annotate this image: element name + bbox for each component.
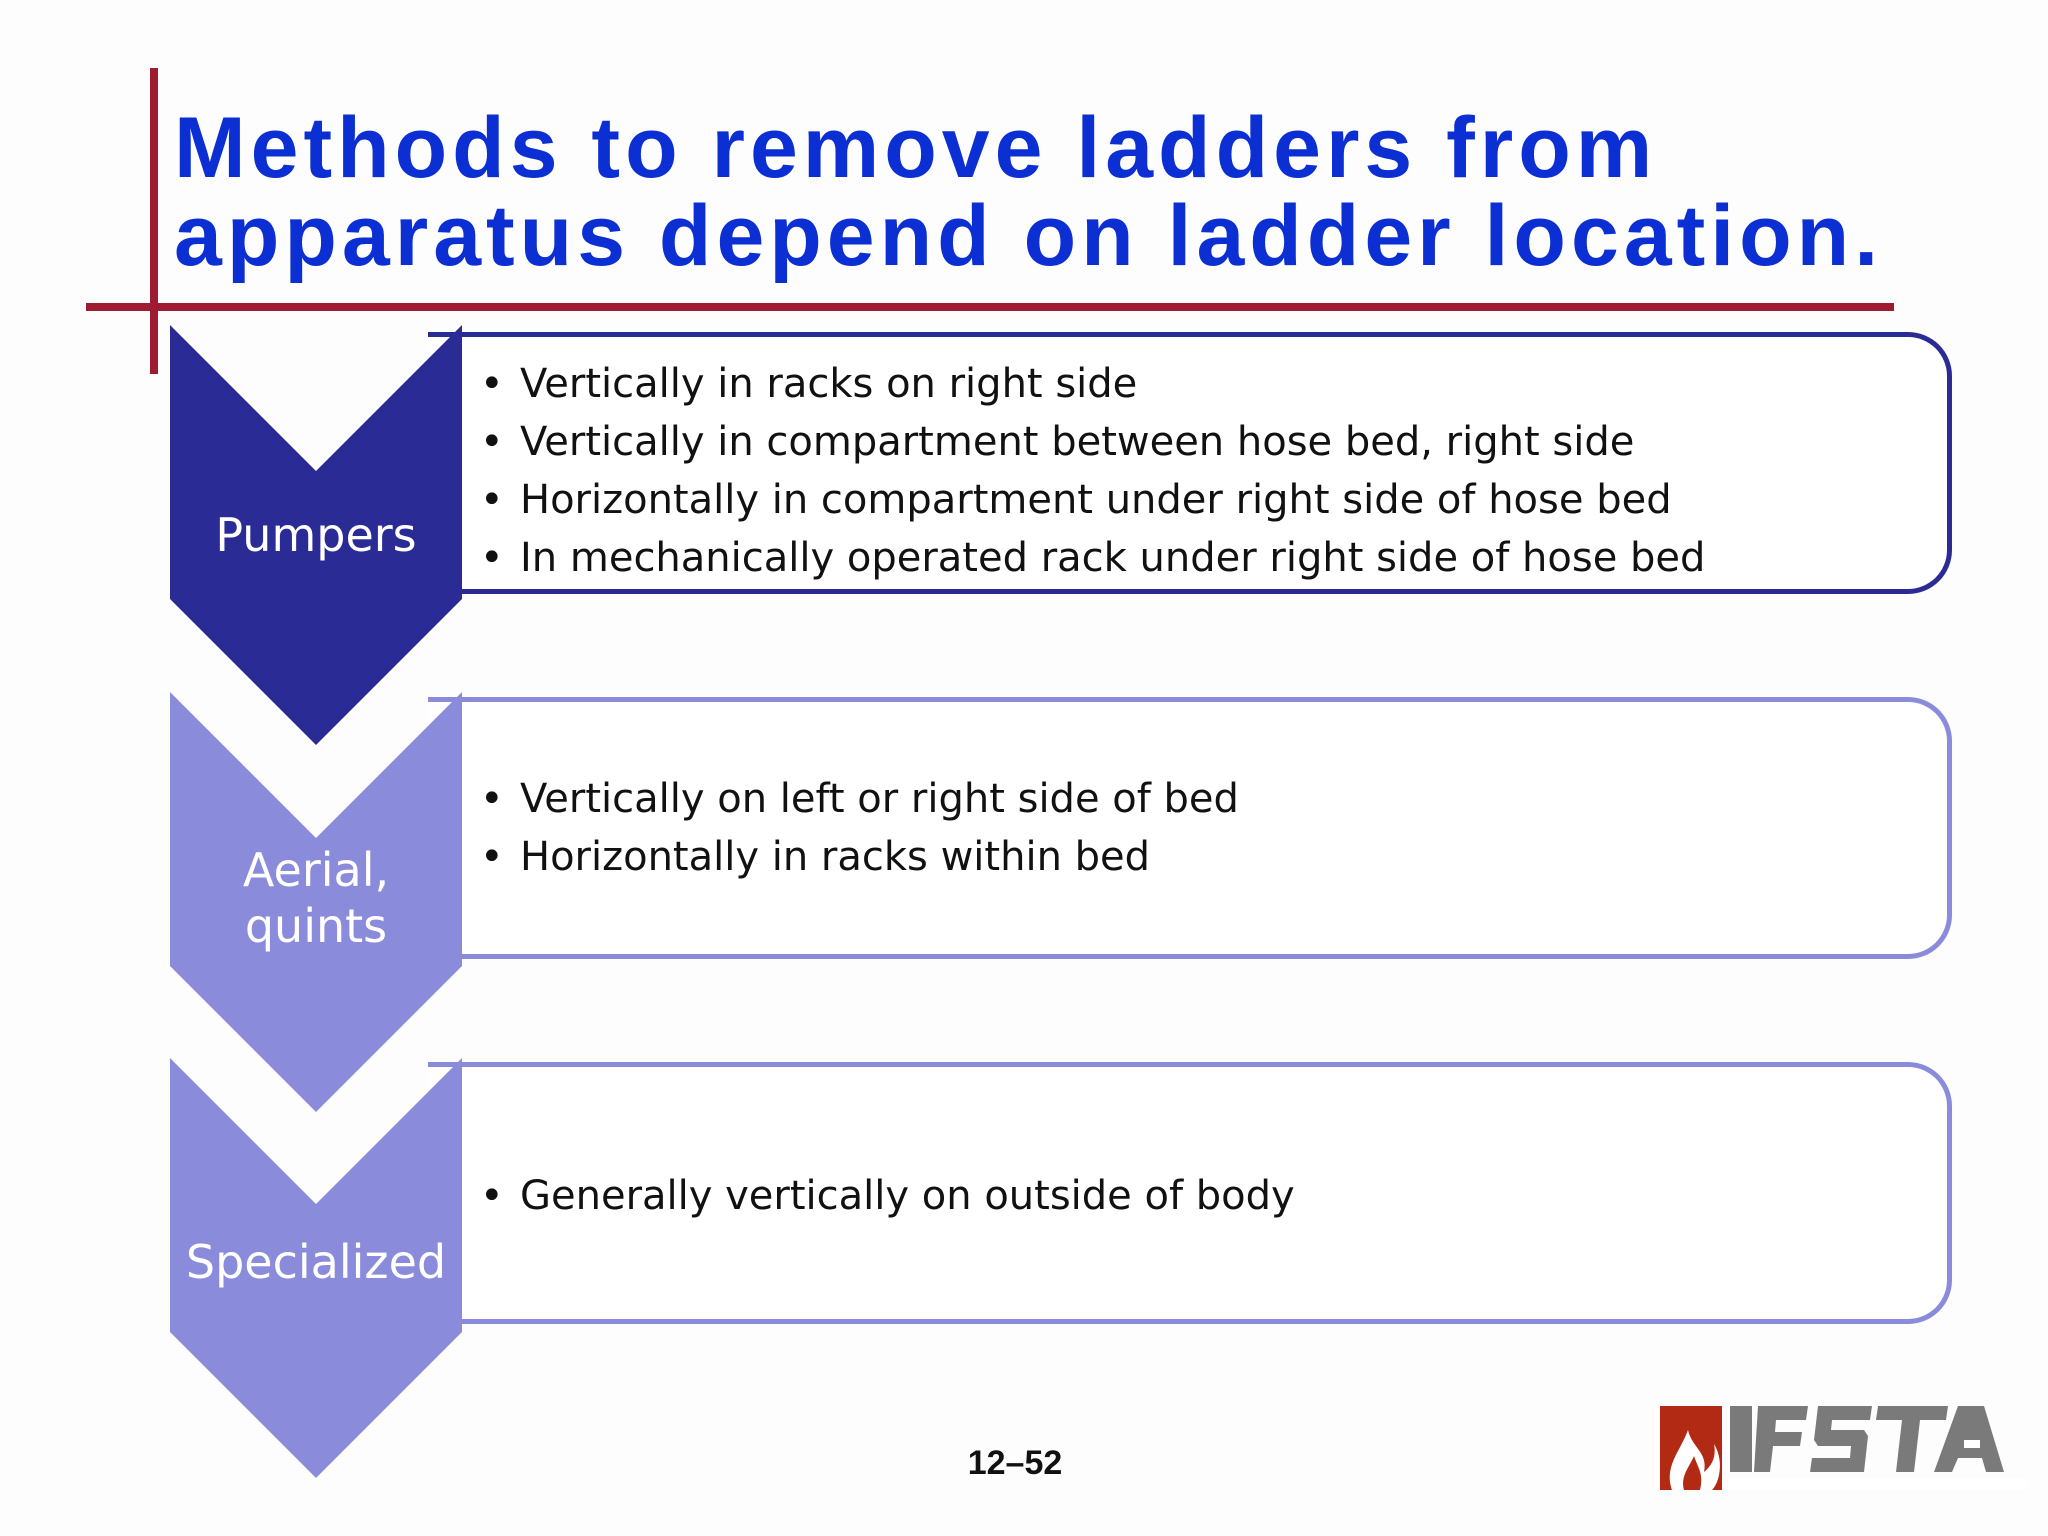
chevron-label-pumpers: Pumpers bbox=[215, 508, 417, 562]
bullet-list-pumpers bbox=[480, 355, 1705, 587]
chevron-label-specialized: Specialized bbox=[185, 1235, 447, 1289]
group-box-aerial-quints bbox=[428, 697, 1952, 959]
bullet-item: • Vertically in compartment between hose bed, right side bbox=[480, 413, 1705, 471]
group-box-pumpers bbox=[428, 332, 1952, 594]
bullet-item: • Horizontally in compartment under right side of hose bed bbox=[480, 471, 1705, 529]
bullet-list-aerial-quints bbox=[480, 770, 1239, 886]
chevron-aerial-quints bbox=[170, 692, 462, 1112]
bullet-item: • Vertically in racks on right side bbox=[480, 355, 1705, 413]
page-number: 12–52 bbox=[967, 1444, 1063, 1482]
bullet-item: • Generally vertically on outside of body bbox=[480, 1167, 1295, 1225]
chevron-specialized bbox=[170, 1058, 462, 1478]
bullet-item: • Vertically on left or right side of bed bbox=[480, 770, 1239, 828]
bullet-item: • Horizontally in racks within bed bbox=[480, 828, 1239, 886]
ifsta-logo bbox=[1658, 1400, 2030, 1496]
accent-horizontal-line bbox=[86, 303, 1894, 311]
bullet-item: • In mechanically operated rack under right side of hose bed bbox=[480, 529, 1705, 587]
chevron-pumpers bbox=[170, 325, 462, 745]
accent-vertical-line bbox=[150, 68, 158, 374]
ifsta-logo-mark bbox=[1658, 1400, 2030, 1496]
group-box-specialized bbox=[428, 1062, 1952, 1324]
chevron-label-aerial-quints: Aerial, quints bbox=[242, 843, 390, 953]
slide-title: Methods to remove ladders from apparatus depend on ladder location. bbox=[174, 100, 1884, 284]
bullet-list-specialized bbox=[480, 1167, 1295, 1225]
